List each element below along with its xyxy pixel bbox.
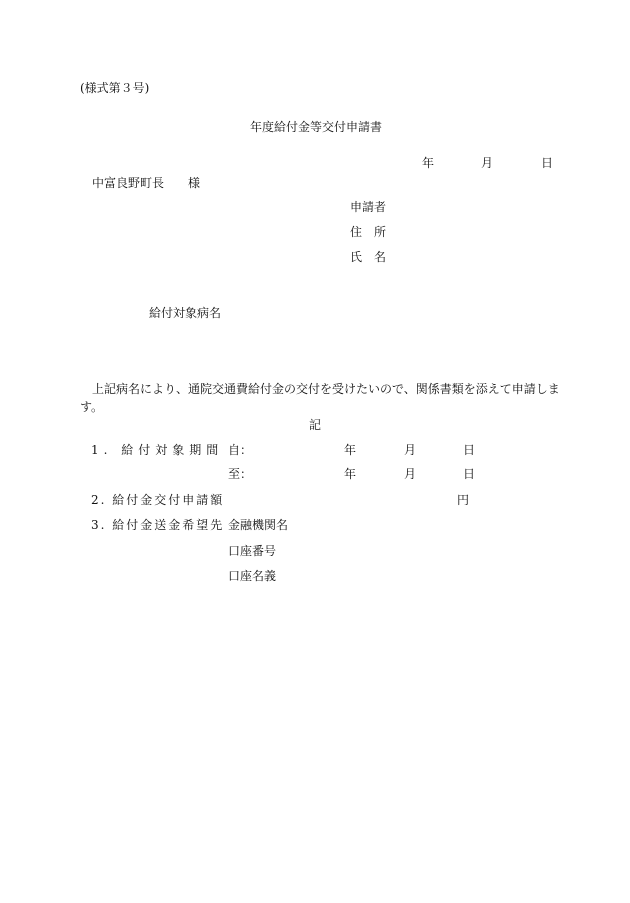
applicant-heading: 申請者 bbox=[350, 200, 387, 214]
period-from-day: 日 bbox=[463, 443, 476, 457]
applicant-name-label: 氏 名 bbox=[350, 250, 387, 264]
item-period-label: 1. 給付対象期間 bbox=[91, 443, 224, 457]
date-year-label: 年 bbox=[422, 156, 435, 170]
bank-account-number-label: 口座番号 bbox=[228, 544, 277, 558]
addressee: 中富良野町長 様 bbox=[92, 176, 201, 190]
item-amount-label: 2. 給付金交付申請額 bbox=[91, 493, 225, 507]
period-to-day: 日 bbox=[463, 467, 476, 481]
period-from-label: 自： bbox=[228, 443, 253, 457]
period-from-year: 年 bbox=[344, 443, 357, 457]
form-number: (様式第３号) bbox=[80, 81, 150, 95]
amount-unit: 円 bbox=[457, 493, 470, 507]
applicant-address-label: 住 所 bbox=[350, 225, 387, 239]
period-to-label: 至： bbox=[228, 467, 253, 481]
period-from-month: 月 bbox=[404, 443, 417, 457]
period-to-month: 月 bbox=[404, 467, 417, 481]
bank-institution-label: 金融機関名 bbox=[228, 518, 289, 532]
date-day-label: 日 bbox=[541, 156, 554, 170]
period-to-year: 年 bbox=[344, 467, 357, 481]
date-month-label: 月 bbox=[481, 156, 494, 170]
application-statement: 上記病名により、通院交通費給付金の交付を受けたいので、関係書類を添えて申請します。 bbox=[80, 382, 560, 414]
document-title: 年度給付金等交付申請書 bbox=[250, 120, 383, 134]
disease-label: 給付対象病名 bbox=[149, 306, 222, 320]
item-bank-label: 3. 給付金送金希望先 bbox=[91, 518, 225, 532]
ki-heading: 記 bbox=[309, 418, 322, 432]
bank-account-name-label: 口座名義 bbox=[228, 569, 277, 583]
